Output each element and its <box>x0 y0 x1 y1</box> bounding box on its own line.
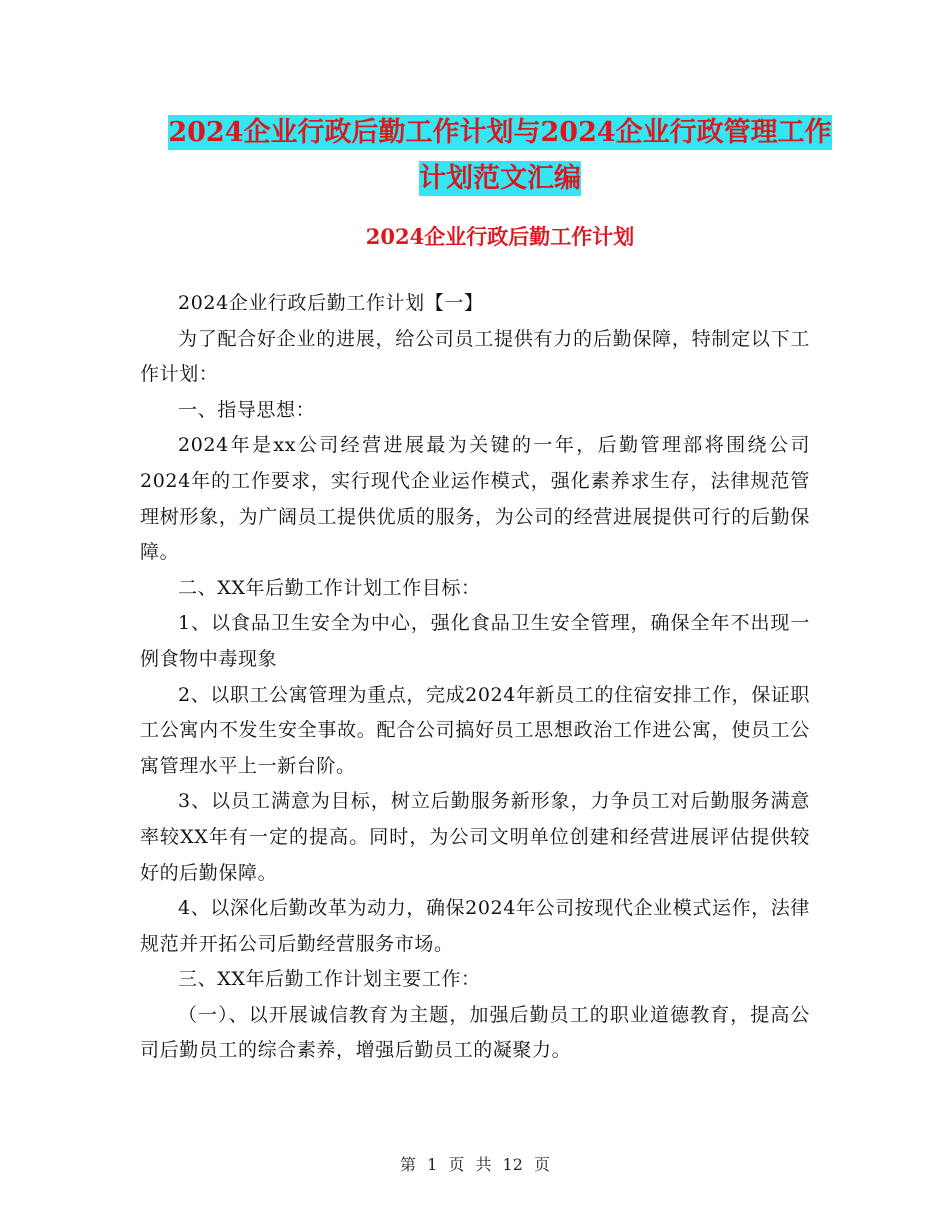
paragraph: 2024年是xx公司经营进展最为关键的一年，后勤管理部将围绕公司2024年的工作要求，实行现代企业运作模式，强化素养求生存，法律规范管理树形象，为广阔员工提供优质的服务，为公司的经营进展提供可行的后勤保障。 <box>140 434 810 564</box>
document-title <box>140 110 860 202</box>
section-title: 2024企业行政后勤工作计划 <box>365 224 635 249</box>
paragraph: 三、XX年后勤工作计划主要工作： <box>178 968 481 991</box>
paragraph: 3、以员工满意为目标，树立后勤服务新形象，力争员工对后勤服务满意率较XX年有一定的提高。同时，为公司文明单位创建和经营进展评估提供较好的后勤保障。 <box>140 790 810 884</box>
document-body <box>140 286 810 1069</box>
paragraph: 2、以职工公寓管理为重点，完成2024年新员工的住宿安排工作，保证职工公寓内不发生安全事故。配合公司搞好员工思想政治工作进公寓，使员工公寓管理水平上一新台阶。 <box>140 683 810 777</box>
paragraph: 二、XX年后勤工作计划工作目标： <box>178 576 481 599</box>
paragraph: 为了配合好企业的进展，给公司员工提供有力的后勤保障，特制定以下工作计划： <box>140 327 810 386</box>
paragraph: 一、指导思想： <box>178 398 316 421</box>
paragraph: 4、以深化后勤改革为动力，确保2024年公司按现代企业模式运作，法律规范并开拓公司后勤经营服务市场。 <box>140 897 810 955</box>
paragraph: 1、以食品卫生安全为中心，强化食品卫生安全管理，确保全年不出现一例食物中毒现象 <box>140 612 810 670</box>
title-line-2: 计划范文汇编 <box>419 163 581 194</box>
paragraph: （一）、以开展诚信教育为主题，加强后勤员工的职业道德教育，提高公司后勤员工的综合素养，增强后勤员工的凝聚力。 <box>140 1003 810 1062</box>
paragraph: 2024企业行政后勤工作计划【一】 <box>178 292 484 314</box>
page-number-footer: 第 1 页 共 12 页 <box>400 1155 550 1174</box>
title-line-1: 2024企业行政后勤工作计划与2024企业行政管理工作 <box>168 117 832 148</box>
